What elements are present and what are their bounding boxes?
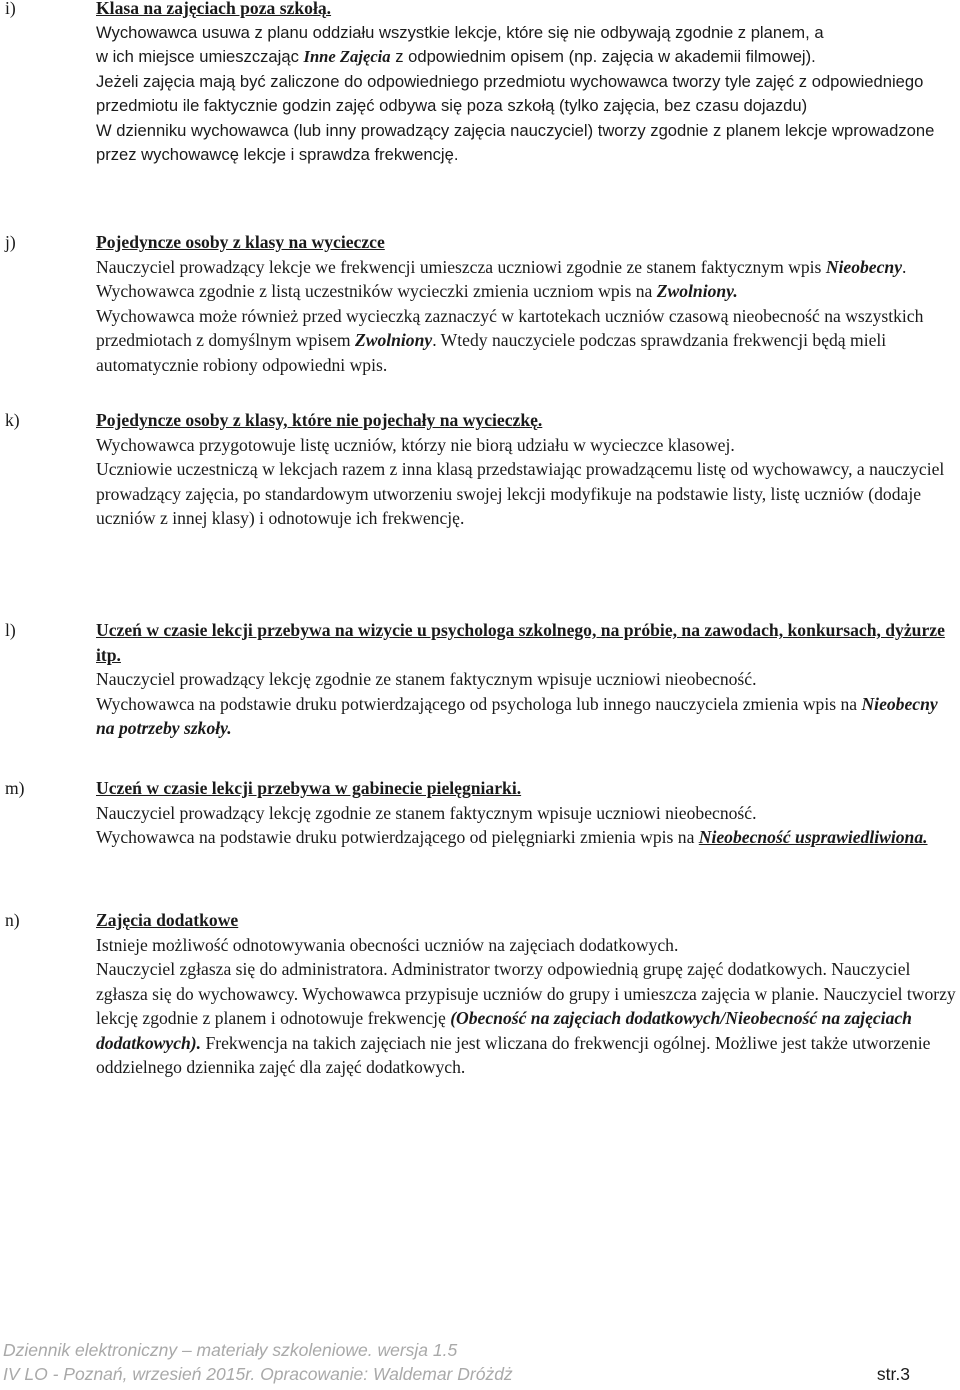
- section-heading: Pojedyncze osoby z klasy na wycieczce: [96, 232, 385, 252]
- text-run: Nauczyciel prowadzący lekcje we frekwencji umieszcza uczniowi zgodnie ze stanem faktycznym wpis: [96, 256, 826, 277]
- footer: [0, 1338, 960, 1386]
- text-run: Wychowawca może również przed wycieczką zaznaczyć w kartotekach uczniów czasową nieobecność na wszystkich przedmiotach z domyślnym wpisem: [96, 305, 924, 350]
- emphasis: Nieobecny: [825, 256, 903, 277]
- section-body: [96, 618, 956, 741]
- paragraph: [96, 957, 956, 1080]
- emphasis: Zwolniony.: [656, 281, 738, 301]
- text-run: Wychowawca na podstawie druku potwierdzającego od pielęgniarki zmienia wpis na: [96, 827, 699, 847]
- paragraph: Nauczyciel prowadzący lekcję zgodnie ze stanem faktycznym wpisuje uczniowi nieobecność.: [96, 669, 757, 689]
- footer-line: IV LO - Poznań, wrzesień 2015r. Opracowanie: Waldemar Dróżdż: [3, 1364, 513, 1384]
- section-letter: l): [5, 620, 16, 640]
- section-letter: n): [5, 910, 20, 930]
- paragraph: [96, 825, 956, 850]
- paragraph: [96, 279, 956, 304]
- section-letter: k): [5, 410, 20, 430]
- paragraph: Wychowawca usuwa z planu oddziału wszystkie lekcje, które się nie odbywają zgodnie z planem, a: [96, 22, 824, 42]
- footer-line: Dziennik elektroniczny – materiały szkoleniowe. wersja 1.5: [3, 1340, 458, 1360]
- section-body: [96, 408, 956, 531]
- text-run: Nauczyciel zgłasza się do administratora. Administrator tworzy odpowiednią grupę zajęć dodatkowych. Nauczyciel zgłasza się do wychowawcy. Wychowawca przypisuje uczniów do grupy i umieszcza zajęcia w planie. Nauczyciel tworzy lekcję zgodnie z planem i odnotowuje frekwencję: [96, 959, 956, 1028]
- paragraph: Wychowawca przygotowuje listę uczniów, którzy nie biorą udziału w wycieczce klasowej.: [96, 434, 735, 455]
- section-letter: i): [5, 0, 16, 18]
- paragraph: W dzienniku wychowawca (lub inny prowadzący zajęcia nauczyciel) tworzy zgodnie z planem lekcje wprowadzone przez wychowawcę lekcje i sprawdza frekwencję.: [96, 120, 935, 164]
- text-run: w ich miejsce umieszczając: [96, 47, 304, 66]
- emphasis: Inne Zajęcia: [303, 47, 391, 66]
- section-heading: Pojedyncze osoby z klasy, które nie pojechały na wycieczkę.: [96, 410, 543, 430]
- paragraph: [96, 255, 956, 280]
- section-letter: m): [5, 778, 25, 798]
- page-number: str.3: [876, 1364, 910, 1384]
- section-body: [96, 230, 956, 377]
- paragraph: Uczniowie uczestniczą w lekcjach razem z inna klasą przedstawiając prowadzącemu listę od wychowawcy, a nauczyciel prowadzący zajęcia, po standardowym utworzeniu swojej lekcji modyfikuje na podstawie listy, listę uczniów (dodaje uczniów z innej klasy) i odnotowuje ich frekwencję.: [96, 459, 945, 528]
- paragraph: Jeżeli zajęcia mają być zaliczone do odpowiedniego przedmiotu wychowawca tworzy tyle zajęć z odpowiedniego przedmiotu ile faktycznie godzin zajęć odbywa się poza szkołą (tylko zajęcia, bez czasu dojazdu): [96, 71, 924, 115]
- paragraph: [96, 304, 956, 378]
- section-heading: Klasa na zajęciach poza szkołą.: [96, 0, 332, 18]
- section-heading: Uczeń w czasie lekcji przebywa w gabinecie pielęgniarki.: [96, 778, 522, 798]
- text-run: z odpowiednim opisem (np. zajęcia w akademii filmowej).: [390, 47, 816, 66]
- section-text: [96, 21, 956, 168]
- text-run: . Wtedy nauczyciele podczas sprawdzania frekwencji będą mieli automatycznie robiony odpowiedni wpis.: [96, 330, 887, 375]
- paragraph: Nauczyciel prowadzący lekcję zgodnie ze stanem faktycznym wpisuje uczniowi nieobecność.: [96, 802, 757, 823]
- section-body: [96, 908, 956, 1080]
- section-heading: Uczeń w czasie lekcji przebywa na wizycie u psychologa szkolnego, na próbie, na zawodach, konkursach, dyżurze itp.: [96, 620, 945, 665]
- text-run: .: [902, 256, 907, 277]
- emphasis: Zwolniony: [354, 330, 433, 350]
- paragraph: [96, 45, 956, 70]
- paragraph: [96, 692, 956, 741]
- text-run: Wychowawca zgodnie z listą uczestników wycieczki zmienia uczniom wpis na: [96, 281, 657, 301]
- section-body: [96, 776, 956, 850]
- text-run: Wychowawca na podstawie druku potwierdzającego od psychologa lub innego nauczyciela zmienia wpis na: [96, 693, 862, 714]
- emphasis: (Obecność na zajęciach dodatkowych/Nieobecność na zajęciach dodatkowych).: [96, 1008, 912, 1053]
- emphasis: Nieobecny na potrzeby szkoły.: [96, 693, 938, 738]
- paragraph: Istnieje możliwość odnotowywania obecności uczniów na zajęciach dodatkowych.: [96, 934, 679, 955]
- section-body: [96, 0, 956, 168]
- section-letter: j): [5, 232, 16, 252]
- text-run: Frekwencja na takich zajęciach nie jest wliczana do frekwencji ogólnej. Możliwe jest także utworzenie oddzielnego dziennika zajęć dla zajęć dodatkowych.: [96, 1032, 931, 1077]
- emphasis: Nieobecność usprawiedliwiona.: [698, 827, 928, 847]
- section-heading: Zajęcia dodatkowe: [96, 910, 239, 930]
